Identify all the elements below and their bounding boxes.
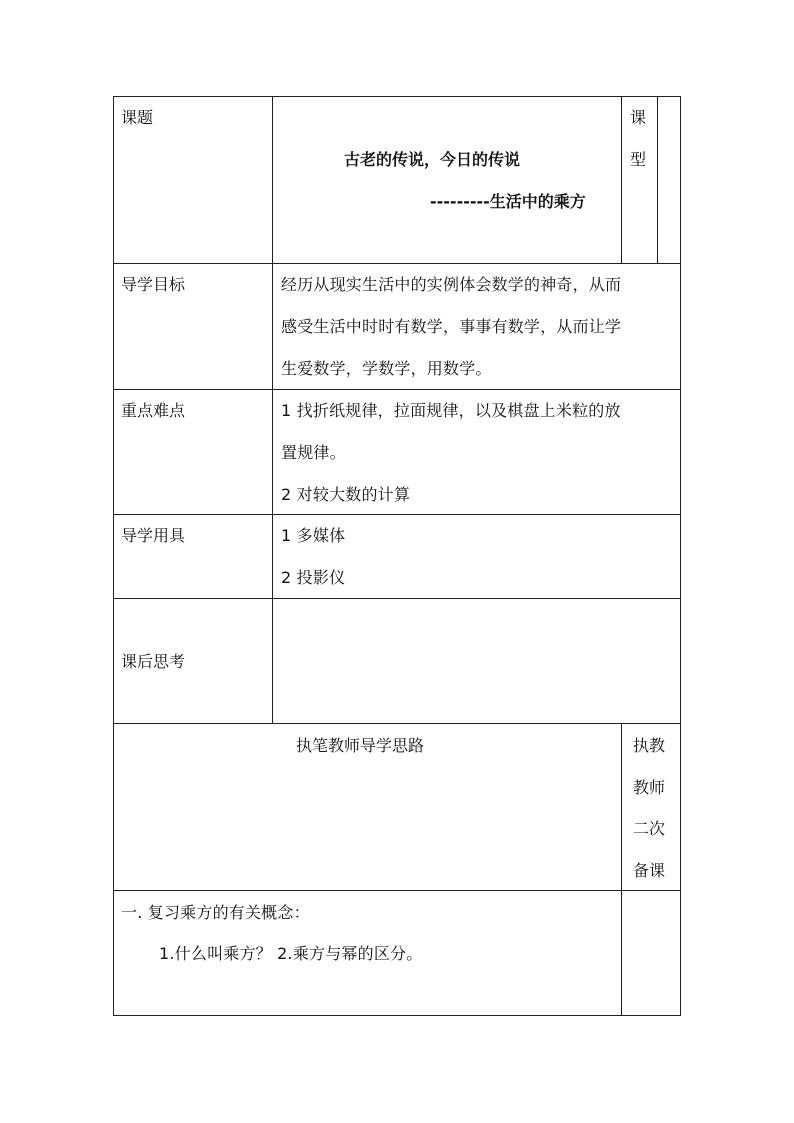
goals-text-line: 感受生活中时时有数学，事事有数学，从而让学 [281,317,622,336]
second-prep-line: 备课 [633,861,666,880]
section-heading: 一. 复习乘方的有关概念： [121,903,310,922]
reflection-label: 课后思考 [121,652,186,671]
tools-label: 导学用具 [121,526,186,545]
teacher-plan-heading: 执笔教师导学思路 [296,736,425,755]
topic-label: 课题 [121,108,154,127]
lesson-type-label-2: 型 [630,150,647,169]
row-separator [113,514,681,515]
goals-text-line: 经历从现实生活中的实例体会数学的神奇，从而 [281,275,622,294]
type-column-separator [621,96,622,264]
key-points-label: 重点难点 [121,401,186,420]
section-line: 1.什么叫乘方？ 2.乘方与幂的区分。 [159,944,423,963]
table-border-right [680,96,681,1016]
section-second-prep-cell [622,891,680,1015]
second-prep-line: 二次 [633,819,666,838]
goals-label: 导学目标 [121,275,186,294]
lesson-subtitle: ---------生活中的乘方 [430,192,586,211]
key-points-text-line: 2 对较大数的计算 [281,485,411,504]
tools-item: 1 多媒体 [281,526,346,545]
key-points-text-line: 置规律。 [281,443,346,462]
goals-text-line: 生爱数学，学数学，用数学。 [281,359,492,378]
type-value-separator [657,96,658,264]
tools-item: 2 投影仪 [281,568,346,587]
key-points-text-line: 1 找折纸规律，拉面规律，以及棋盘上米粒的放 [281,401,621,420]
lesson-title: 古老的传说，今日的传说 [344,150,521,169]
table-border-bottom [113,1015,681,1016]
second-prep-line: 教师 [633,778,666,797]
reflection-content [273,599,680,723]
row-separator [113,263,681,264]
second-prep-line: 执教 [633,736,666,755]
lesson-type-label-1: 课 [630,108,647,127]
row-separator [113,723,681,724]
row-separator [113,389,681,390]
table-border-top [113,96,681,97]
table-border-left [113,96,114,1016]
row-separator [113,890,681,891]
